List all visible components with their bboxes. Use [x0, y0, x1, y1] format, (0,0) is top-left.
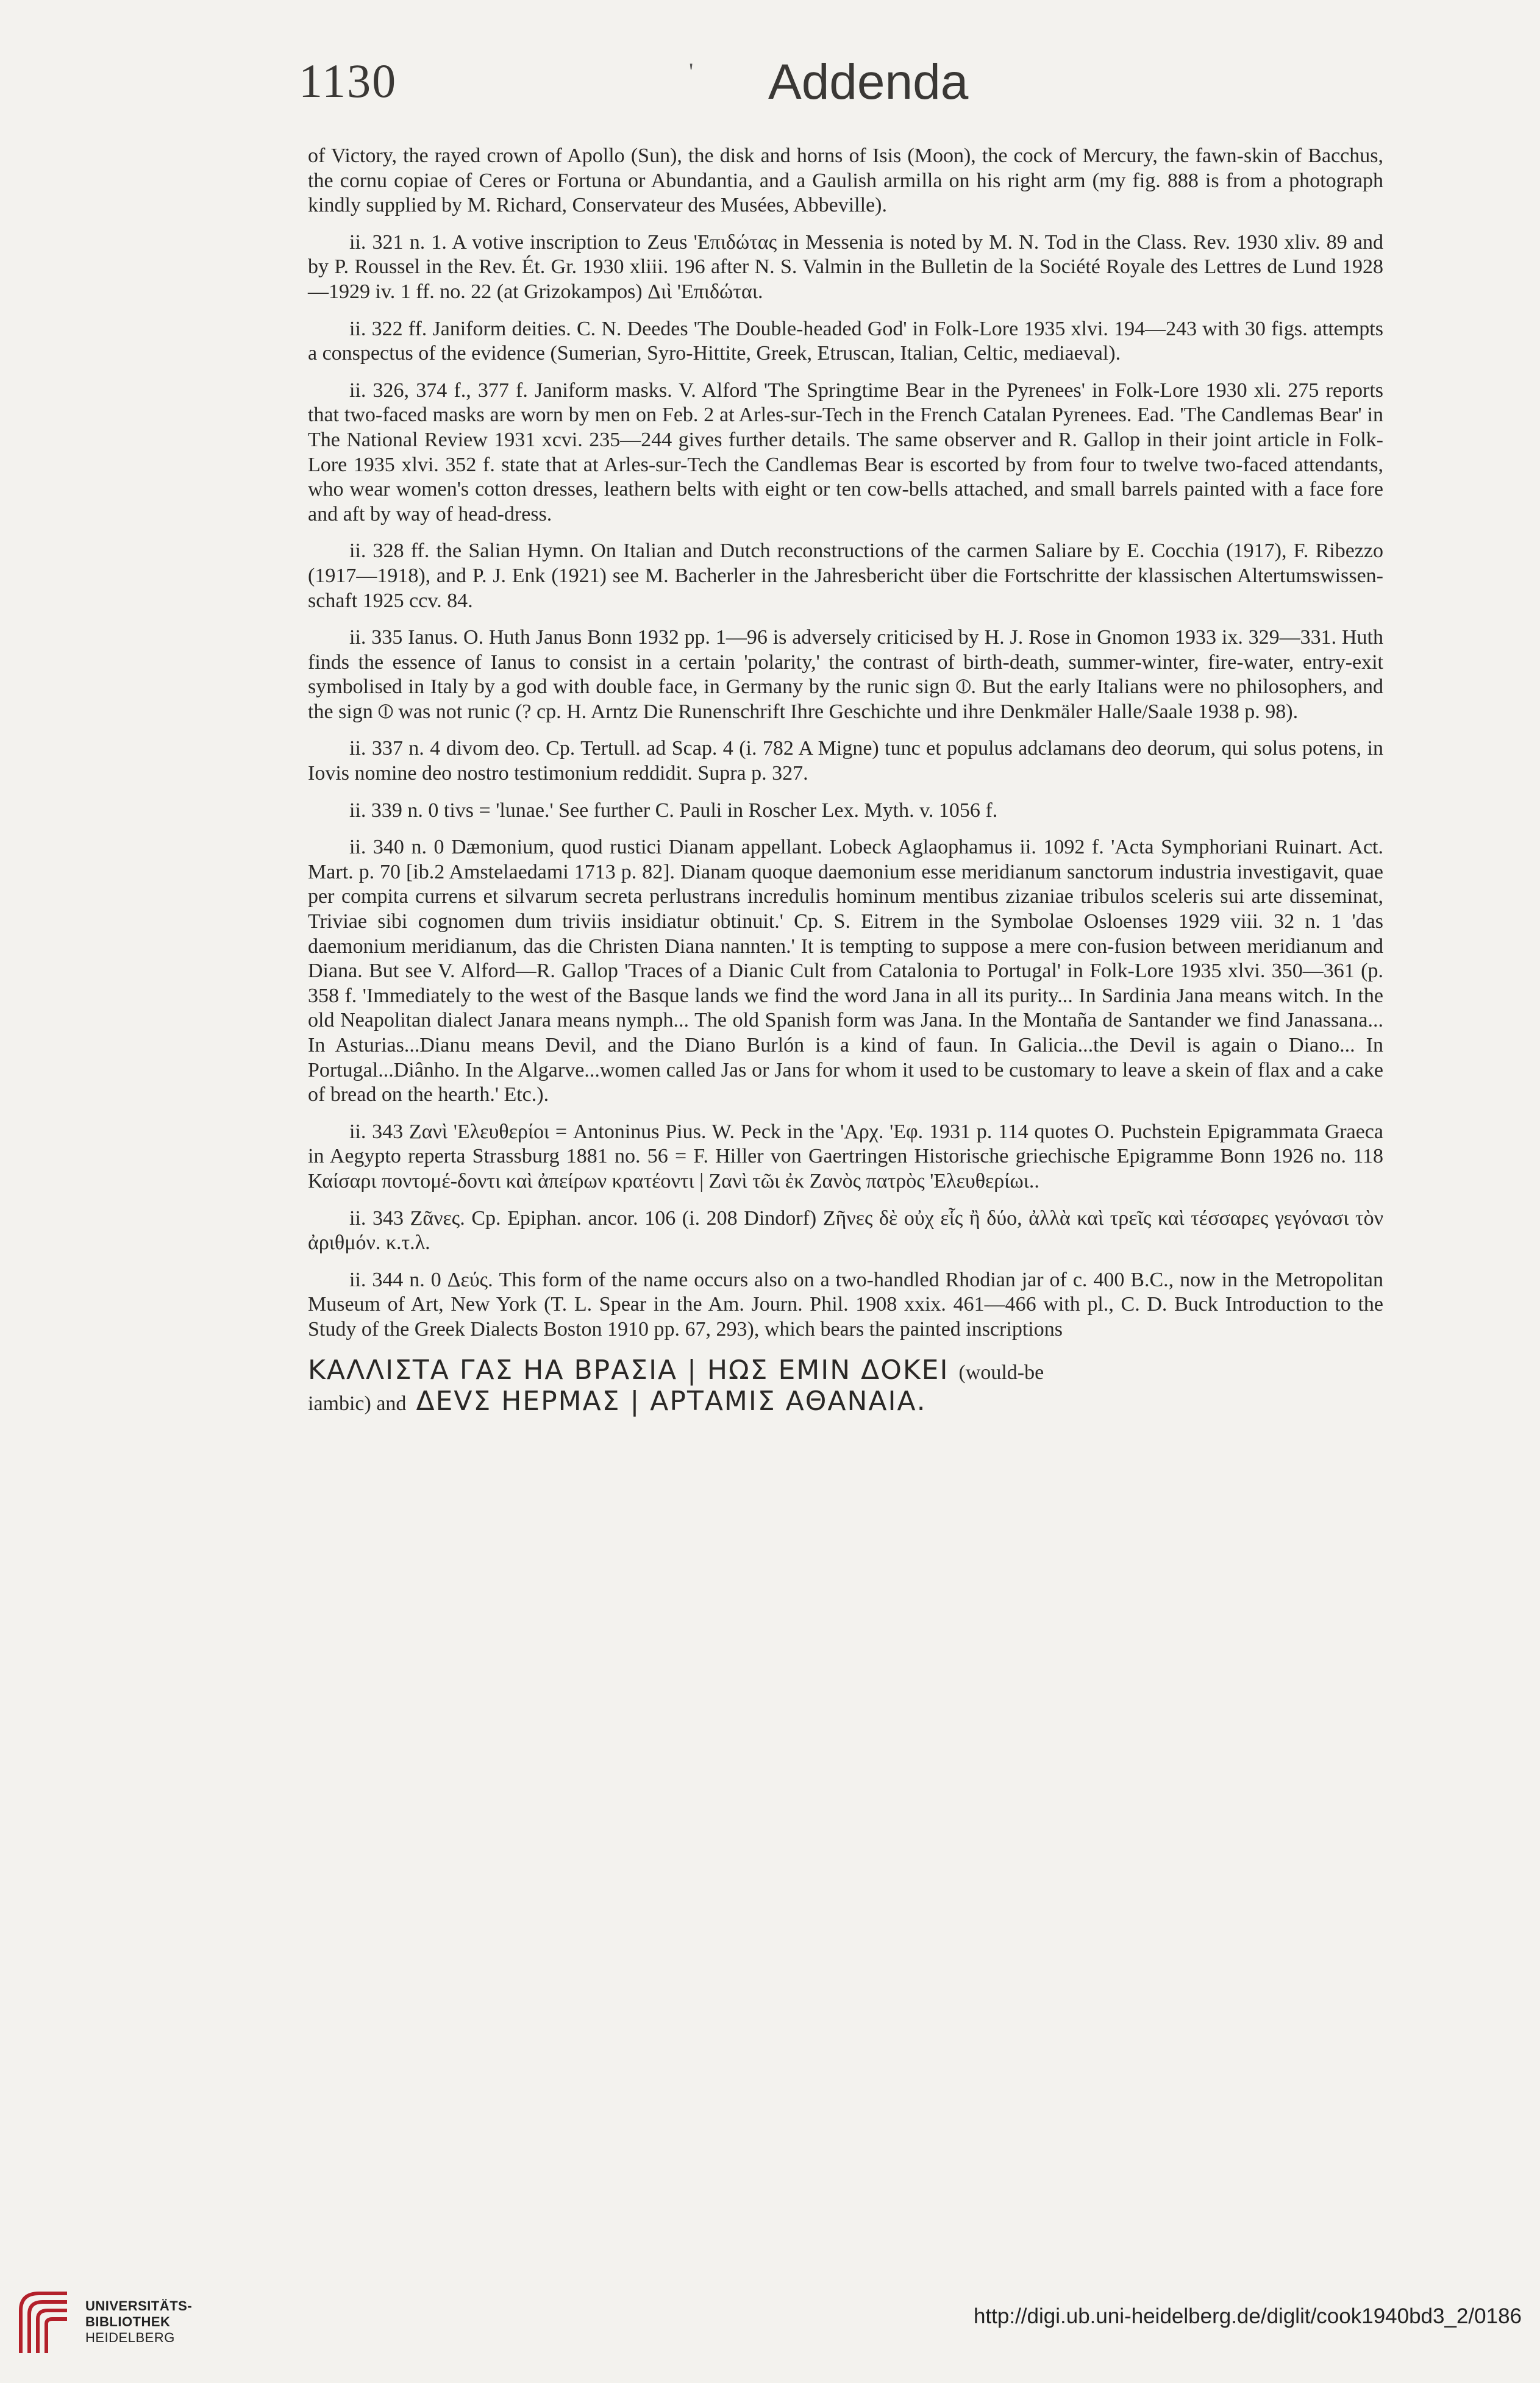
inscription-text-1: ΚΑΛΛΙΣΤΑ ΓΑΣ ΗΑ ΒΡΑΣΙΑ | ΗΩΣ ΕΜΙΝ ΔΟΚΕΙ [308, 1354, 949, 1386]
inscription-note: (would-be [958, 1361, 1044, 1384]
paragraph-2: ii. 321 n. 1. A votive inscription to Zeus 'Επιδώτας in Messenia is noted by M. N. Tod in the Class. Rev. 1930 xliv. 89 and by P. Roussel in the Rev. Ét. Gr. 1930 xliii. 196 after N. S. Valmin in the Bulletin de la Société Royale des Lettres de Lund 1928—1929 iv. 1 ff. no. 22 (at Grizokampos) Διὶ 'Επιδώται. [308, 230, 1383, 303]
paragraph-7: ii. 337 n. 4 divom deo. Cp. Tertull. ad Scap. 4 (i. 782 A Migne) tunc et populus adclamans deo deorum, qui solus potens, in Iovis nomine deo nostro testimonium reddidit. Supra p. 327. [308, 737, 1383, 785]
paragraph-9: ii. 340 n. 0 Dæmonium, quod rustici Dianam appellant. Lobeck Aglaophamus ii. 1092 f. 'Acta Symphoriani Ruinart. Act. Mart. p. 70 [ib.2 Amstelaedami 1713 p. 82]. Dianam quoque daemonium esse meridianum sanctorum industria investigavit, quae per compita currens et silvarum secreta perlustrans incredulis hominum mentibus zizaniae tribulos sceleris sui arte disseminat, Triviae sibi cognomen dum triviis insidiatur obtinuit.' Cp. S. Eitrem in the Symbolae Osloenses 1929 viii. 32 n. 1 'das daemonium meridianum, das die Christen Diana nannten.' It is tempting to suppose a mere con-fusion between meridianum and Diana. But see V. Alford—R. Gallop 'Traces of a Dianic Cult from Catalonia to Portugal' in Folk-Lore 1935 xlvi. 350—361 (p. 358 f. 'Immediately to the west of the Basque lands we find the word Jana in all its purity... In Sardinia Jana means witch. In the old Neapolitan dialect Janara means nymph... The old Spanish form was Jana. In the Montaña de Santander we find Janassana... In Asturias...Dianu means Devil, and the Diano Burlón is a kind of faun. In Galicia...the Devil is again o Diano... In Portugal...Diânho. In the Algarve...women called Jas or Jans for whom it used to be customary to leave a skein of flax and a cake of bread on the hearth.' Etc.). [308, 836, 1383, 1106]
paragraph-11: ii. 343 Ζᾶνες. Cp. Epiphan. ancor. 106 (i. 208 Dindorf) Ζῆνες δὲ οὐχ εἷς ἢ δύο, ἀλλὰ καὶ τρεῖς καὶ τέσσαρες γεγόνασι τὸν ἀριθμόν. κ.τ.λ. [308, 1206, 1383, 1255]
page-header [299, 54, 1213, 121]
page-body [308, 144, 1383, 1417]
paragraph-6: ii. 335 Ianus. O. Huth Janus Bonn 1932 pp. 1—96 is adversely criticised by H. J. Rose in Gnomon 1933 ix. 329—331. Huth finds the essence of Ianus to consist in a certain 'polarity,' the contrast of birth-death, summer-winter, fire-water, entry-exit symbolised in Italy by a god with double face, in Germany by the runic sign ⦶. But the early Italians were no philosophers, and the sign ⦶ was not runic (? cp. H. Arntz Die Runenschrift Ihre Geschichte und ihre Denkmäler Halle/Saale 1938 p. 98). [308, 626, 1383, 723]
inscription-prefix: iambic) and [308, 1392, 407, 1415]
library-name [85, 2298, 192, 2346]
library-name-line-2: BIBLIOTHEK [85, 2314, 171, 2329]
inscription-line-2 [308, 1386, 1383, 1417]
paragraph-5: ii. 328 ff. the Salian Hymn. On Italian and Dutch reconstructions of the carmen Saliare by E. Cocchia (1917), F. Ribezzo (1917—1918), and P. J. Enk (1921) see M. Bacherler in the Jahresbericht über die Fortschritte der klassischen Altertumswissen-schaft 1925 ccv. 84. [308, 540, 1383, 612]
paragraph-10: ii. 343 Ζανὶ 'Ελευθερίοι = Antoninus Pius. W. Peck in the 'Αρχ. 'Εφ. 1931 p. 114 quotes O. Puchstein Epigrammata Graeca in Aegypto reperta Strassburg 1881 no. 56 = F. Hiller von Gaertringen Historische griechische Epigramme Bonn 1926 no. 118 Καίσαρι ποντομέ-δοντι καὶ ἀπείρων κρατέοντι | Ζανὶ τῶι ἐκ Ζανὸς πατρὸς 'Ελευθερίωι.. [308, 1120, 1383, 1192]
library-name-line-1: UNIVERSITÄTS- [85, 2298, 193, 2314]
source-url-link[interactable]: http://digi.ub.uni-heidelberg.de/diglit/cook1940bd3_2/0186 [973, 2304, 1522, 2328]
page-number: 1130 [299, 54, 397, 107]
page-mark: ' [689, 58, 694, 85]
footer [0, 2280, 1540, 2383]
inscription-text-2: ΔΕVΣ ΗΕΡΜΑΣ | ΑΡΤΑΜΙΣ ΑΘΑΝΑΙΑ. [416, 1385, 927, 1417]
library-logo-icon [15, 2286, 73, 2359]
inscription-line-1 [308, 1355, 1383, 1386]
running-head: Addenda [768, 54, 969, 110]
paragraph-3: ii. 322 ff. Janiform deities. C. N. Deedes 'The Double-headed God' in Folk-Lore 1935 xlvi. 194—243 with 30 figs. attempts a conspectus of the evidence (Sumerian, Syro-Hittite, Greek, Etruscan, Italian, Celtic, mediaeval). [308, 317, 1383, 365]
paragraph-8: ii. 339 n. 0 tivs = 'lunae.' See further C. Pauli in Roscher Lex. Myth. v. 1056 f. [349, 799, 998, 822]
library-name-line-3: HEIDELBERG [85, 2330, 175, 2345]
paragraph-12: ii. 344 n. 0 Δεύς. This form of the name occurs also on a two-handled Rhodian jar of c. 400 B.C., now in the Metropolitan Museum of Art, New York (T. L. Spear in the Am. Journ. Phil. 1908 xxix. 461—466 with pl., C. D. Buck Introduction to the Study of the Greek Dialects Boston 1910 pp. 67, 293), which bears the painted inscriptions [308, 1268, 1383, 1341]
paragraph-1: of Victory, the rayed crown of Apollo (Sun), the disk and horns of Isis (Moon), the cock of Mercury, the fawn-skin of Bacchus, the cornu copiae of Ceres or Fortuna or Abundantia, and a Gaulish armilla on his right arm (my fig. 888 is from a photograph kindly supplied by M. Richard, Conservateur des Musées, Abbeville). [308, 144, 1383, 217]
paragraph-4: ii. 326, 374 f., 377 f. Janiform masks. V. Alford 'The Springtime Bear in the Pyrenees' in Folk-Lore 1930 xli. 275 reports that two-faced masks are worn by men on Feb. 2 at Arles-sur-Tech in the French Catalan Pyrenees. Ead. 'The Candlemas Bear' in The National Review 1931 xcvi. 235—244 gives further details. The same observer and R. Gallop in their joint article in Folk-Lore 1935 xlvi. 352 f. state that at Arles-sur-Tech the Candlemas Bear is escorted by from four to twelve two-faced attendants, who wear women's cotton dresses, leathern belts with eight or ten cow-bells attached, and small barrels painted with a face fore and aft by way of head-dress. [308, 379, 1383, 525]
